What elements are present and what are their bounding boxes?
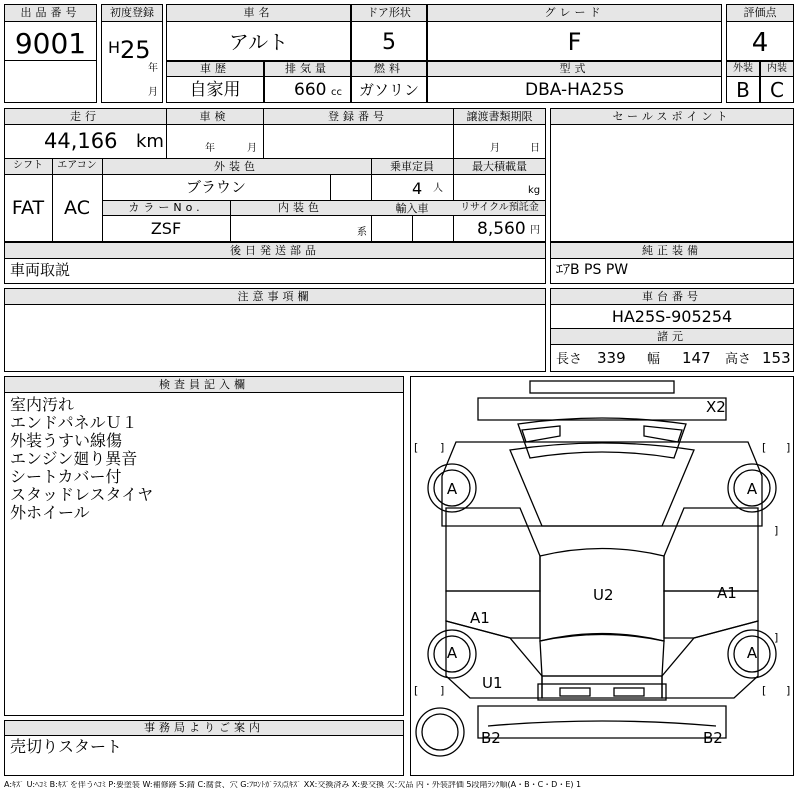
chassis-number: HA25S-905254 xyxy=(611,307,733,326)
doors: 5 xyxy=(382,30,396,55)
length-label: 長さ xyxy=(556,352,583,367)
grade-label: グレード xyxy=(544,6,605,19)
model: DBA-HA25S xyxy=(525,80,624,100)
svg-text:[: [ xyxy=(414,684,419,697)
inspector-notes xyxy=(10,396,153,522)
int-label: 内装 xyxy=(767,63,787,74)
inspector-line: 室内汚れ xyxy=(10,395,75,414)
history-label: 車歴 xyxy=(200,62,230,75)
mark-a-front-left: A xyxy=(446,480,458,498)
inspector-label: 検査員記入欄 xyxy=(159,378,249,391)
inspector-line: 外ホイール xyxy=(10,503,90,522)
mileage: 44,166 xyxy=(44,129,118,153)
color-no: ZSF xyxy=(150,219,182,238)
car-name: アルト xyxy=(228,30,289,54)
insp-month-unit: 月 xyxy=(247,143,257,154)
svg-text:]: ] xyxy=(440,684,445,697)
score: 4 xyxy=(751,28,769,58)
shift: FAT xyxy=(11,197,45,219)
recycle: 8,560 xyxy=(477,219,526,239)
first-reg-label: 初度登録 xyxy=(110,6,154,19)
load-label: 最大積載量 xyxy=(472,160,527,173)
fuel: ガソリン xyxy=(358,81,419,99)
height: 153 xyxy=(762,349,791,367)
transfer-month-unit: 月 xyxy=(490,143,500,154)
parts-text: 車両取説 xyxy=(10,261,71,279)
mark-a-rear-left: A xyxy=(446,644,458,662)
length: 339 xyxy=(597,349,626,367)
mark-x2: X2 xyxy=(706,398,726,416)
mark-a-front-right: A xyxy=(746,480,758,498)
mark-u1: U1 xyxy=(482,674,503,692)
equipment-text: ｴｱB PS PW xyxy=(556,262,629,278)
int-color-label: 内装色 xyxy=(278,201,323,214)
transfer-day-unit: 日 xyxy=(530,143,540,154)
color-label: 外装色 xyxy=(214,160,259,173)
person-unit: 人 xyxy=(433,183,443,194)
chassis-label: 車台番号 xyxy=(642,290,702,303)
kg-unit: kg xyxy=(528,185,541,196)
mark-u2: U2 xyxy=(593,586,614,604)
transfer-label: 譲渡書類期限 xyxy=(466,110,533,123)
color-no-label: カラーNo. xyxy=(128,201,204,214)
door-label: ドア形状 xyxy=(367,6,411,19)
cc-unit: cc xyxy=(331,87,342,98)
inspector-line: 外装うすい線傷 xyxy=(10,431,123,450)
displacement: 660 xyxy=(294,80,327,100)
model-label: 型式 xyxy=(559,62,590,75)
equipment-label: 純正装備 xyxy=(642,244,702,257)
name-label: 車名 xyxy=(243,6,274,19)
mark-a1-left: A1 xyxy=(470,609,490,627)
svg-text:[: [ xyxy=(762,441,767,454)
svg-text:]: ] xyxy=(786,441,791,454)
year-unit: 年 xyxy=(148,63,158,74)
svg-text:]: ] xyxy=(774,631,779,644)
sales-label: セールスポイント xyxy=(612,110,732,123)
notes-label: 注意事項欄 xyxy=(237,290,313,303)
shift-label: シフト xyxy=(13,160,43,171)
svg-text:]: ] xyxy=(786,684,791,697)
width: 147 xyxy=(682,349,711,367)
svg-text:[: [ xyxy=(762,684,767,697)
inspector-line: スタッドレスタイヤ xyxy=(10,485,154,504)
capacity-label: 乗車定員 xyxy=(390,160,434,173)
insp-year-unit: 年 xyxy=(205,143,215,154)
mark-a-rear-right: A xyxy=(746,644,758,662)
sales-point-box xyxy=(550,108,794,242)
grade: F xyxy=(567,28,582,56)
lot-number: 9001 xyxy=(14,27,87,60)
series-unit: 系 xyxy=(357,227,367,238)
reg-no-label: 登録番号 xyxy=(328,110,388,123)
svg-text:[: [ xyxy=(414,441,419,454)
inspector-line: シートカバー付 xyxy=(10,467,122,486)
office-label: 事務局よりご案内 xyxy=(144,721,264,734)
capacity: 4 xyxy=(412,179,423,198)
svg-text:]: ] xyxy=(774,524,779,537)
ac-label: エアコン xyxy=(57,160,97,171)
score-label: 評価点 xyxy=(743,6,777,19)
ext-label: 外装 xyxy=(733,63,753,74)
displacement-label: 排気量 xyxy=(285,62,330,75)
office-text: 売切りスタート xyxy=(10,737,123,756)
int-grade: C xyxy=(770,78,784,102)
mark-b2-left: B2 xyxy=(481,729,501,747)
inspector-line: エンジン廻り異音 xyxy=(10,449,138,468)
inspector-line: エンドパネルＵ１ xyxy=(10,413,138,432)
reg-year: 25 xyxy=(120,36,151,64)
inspection-label: 車検 xyxy=(199,110,230,123)
svg-text:]: ] xyxy=(440,441,445,454)
mark-a1-right: A1 xyxy=(717,584,737,602)
lot-label: 出品番号 xyxy=(20,6,81,19)
car-outline xyxy=(410,376,794,776)
ext-grade: B xyxy=(736,78,750,102)
color: ブラウン xyxy=(185,178,246,196)
import-label: 輸入車 xyxy=(395,202,429,215)
height-label: 高さ xyxy=(725,352,752,367)
km-unit: km xyxy=(136,131,164,152)
width-label: 幅 xyxy=(647,352,661,367)
mark-b2-right: B2 xyxy=(703,729,723,747)
parts-label: 後日発送部品 xyxy=(230,244,320,257)
legend: A:ｷｽﾞ U:ﾍｺﾐ B:ｷｽﾞを伴うﾍｺﾐ P:要塗装 W:補修跡 S:錆 C:腐食、穴 G:ﾌﾛﾝﾄｶﾞﾗｽ点ｷｽﾞ XX:交換済み X:要交換 欠:欠品 内・外装評価 5段階ﾗﾝｸ順(A・B・C・D・E) 1 xyxy=(4,781,582,789)
dims-label: 諸元 xyxy=(657,330,687,343)
recycle-label: リサイクル預託金 xyxy=(460,202,539,213)
month-unit: 月 xyxy=(148,87,158,98)
yen-unit: 円 xyxy=(530,225,540,236)
ac: AC xyxy=(64,197,90,219)
mileage-label: 走行 xyxy=(70,110,100,123)
fuel-label: 燃料 xyxy=(374,62,404,75)
era: H xyxy=(108,38,121,57)
history: 自家用 xyxy=(189,80,241,100)
